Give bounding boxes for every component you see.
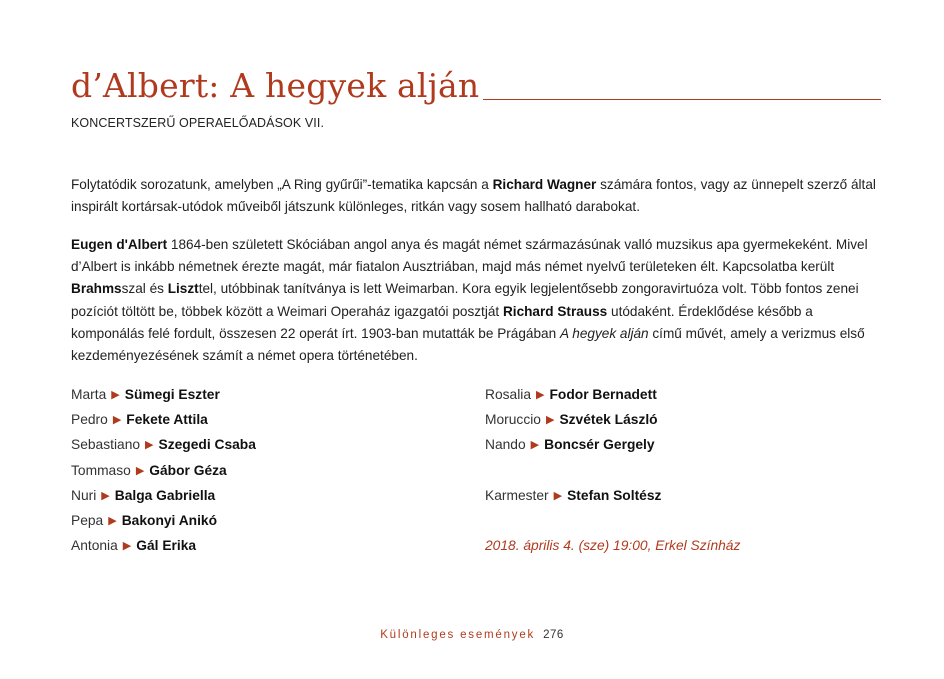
- bio-text: utódaként. Érdeklődése később a komponálás felé fordult, összesen 22 operát írt. 1903-ban mutatták be Prágában: [71, 303, 813, 341]
- intro-bold-wagner: Richard Wagner: [492, 177, 597, 192]
- cast-list-right: [485, 385, 740, 561]
- bio-bold-brahms: Brahms: [71, 281, 122, 297]
- arrow-right-icon: ▶: [111, 389, 120, 401]
- intro-text: számára fontos, vagy az ünnepelt szerző által inspirált kortársak-utódok műveiből játszunk különleges, ritkán vagy sosem hallható darabokat.: [71, 177, 876, 215]
- bio-bold-strauss: Richard Strauss: [502, 303, 608, 319]
- arrow-right-icon: ▶: [145, 439, 154, 452]
- cast-role: Rosalia: [485, 387, 532, 402]
- cast-singer: Fekete Attila: [126, 412, 208, 428]
- page-title: d’Albert: A hegyek alján: [71, 66, 480, 105]
- cast-row: [485, 385, 740, 410]
- event-date: 2018. április 4. (sze) 19:00, Erkel Színház: [485, 538, 741, 554]
- footer-section-label: Különleges események: [380, 629, 536, 641]
- cast-role: Nuri: [71, 487, 97, 503]
- cast-role: Sebastiano: [71, 437, 141, 453]
- intro-text: Folytatódik sorozatunk, amelyben „A Ring gyűrűi”-tematika kapcsán a: [71, 177, 493, 192]
- cast-singer: Gábor Géza: [149, 462, 227, 478]
- cast-singer: Gál Erika: [136, 538, 197, 554]
- arrow-right-icon: ▶: [101, 489, 110, 502]
- bio-text: szal és: [121, 281, 168, 297]
- page-footer: [0, 629, 944, 641]
- cast-row: [71, 536, 256, 561]
- cast-row: [485, 435, 740, 460]
- conductor-row: [485, 486, 740, 511]
- cast-row: [485, 410, 740, 435]
- arrow-right-icon: ▶: [122, 540, 132, 553]
- cast-spacer: [485, 461, 740, 486]
- arrow-right-icon: ▶: [553, 489, 563, 502]
- page-number: 276: [543, 629, 564, 641]
- bio-bold-liszt: Liszt: [167, 281, 199, 297]
- cast-role: Pepa: [71, 512, 104, 528]
- arrow-right-icon: ▶: [545, 414, 555, 427]
- conductor-role: Karmester: [485, 487, 549, 503]
- cast-role: Tommaso: [71, 462, 131, 478]
- cast-role: Pedro: [71, 412, 108, 428]
- cast-row: [71, 385, 256, 410]
- cast-row: [71, 511, 256, 536]
- cast-singer: Balga Gabriella: [114, 487, 216, 503]
- cast-row: [71, 486, 256, 511]
- arrow-right-icon: ▶: [536, 389, 545, 401]
- arrow-right-icon: ▶: [135, 464, 145, 477]
- cast-singer: Bakonyi Anikó: [121, 512, 218, 528]
- bio-bold-dalbert: Eugen d'Albert: [71, 237, 168, 252]
- arrow-right-icon: ▶: [530, 439, 540, 452]
- cast-singer: Boncsér Gergely: [544, 437, 655, 453]
- bio-italic-title: A hegyek alján: [559, 325, 649, 341]
- page-subtitle: KONCERTSZERŰ OPERAELŐADÁSOK VII.: [71, 116, 325, 130]
- bio-paragraph: [71, 234, 883, 367]
- bio-text: 1864-ben született Skóciában angol anya és magát német származásúnak valló muzsikus apa gyermekeként. Mivel d’Albert is inkább németnek érezte magát, már fiatalon Ausztriában, majd más német nyelvű területeken élt. Kapcsolatba került: [71, 237, 868, 275]
- cast-role: Nando: [485, 437, 526, 453]
- cast-row: [71, 410, 256, 435]
- title-rule: [483, 99, 881, 100]
- cast-role: Antonia: [71, 538, 118, 554]
- cast-singer: Szegedi Csaba: [158, 437, 256, 453]
- cast-role: Moruccio: [485, 412, 541, 428]
- intro-paragraph: [71, 174, 883, 218]
- bio-text: című művét, amely a verizmus első kezdeményezésének számít a német opera történetében.: [71, 325, 865, 364]
- cast-row: [71, 461, 256, 486]
- bio-text: tel, utóbbinak tanítványa is lett Weimarban. Kora egyik legjelentősebb zongoravirtuóza volt. Több fontos zenei pozíciót töltött be, többek között a Weimari Operaház igazgatói posztját: [71, 281, 859, 319]
- arrow-right-icon: ▶: [112, 414, 122, 427]
- title-row: [71, 66, 881, 106]
- cast-list-left: [71, 385, 256, 561]
- cast-spacer: [485, 511, 740, 536]
- cast-role: Marta: [71, 387, 107, 402]
- cast-singer: Fodor Bernadett: [549, 387, 657, 402]
- cast-singer: Sümegi Eszter: [124, 387, 220, 402]
- cast-singer: Szvétek László: [559, 412, 658, 428]
- arrow-right-icon: ▶: [108, 514, 117, 527]
- cast-row: [71, 435, 256, 460]
- conductor-name: Stefan Soltész: [567, 487, 662, 503]
